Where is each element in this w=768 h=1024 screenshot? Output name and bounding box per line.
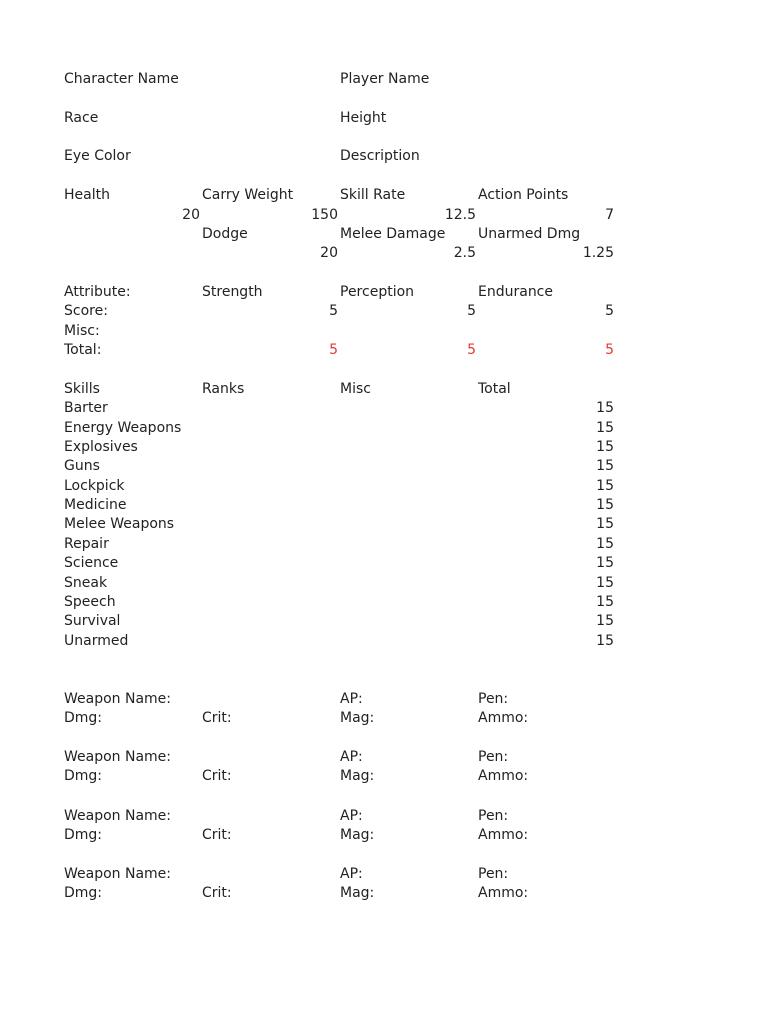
skill-total: 15 bbox=[596, 400, 614, 416]
perception-score: 5 bbox=[467, 303, 476, 319]
weapon-ap-label: AP: bbox=[340, 866, 363, 882]
unarmed-dmg-value: 1.25 bbox=[582, 245, 614, 261]
skill-row bbox=[64, 592, 616, 612]
skill-total: 15 bbox=[596, 458, 614, 474]
attribute-score-row bbox=[64, 301, 616, 321]
weapon-pen-label: Pen: bbox=[478, 749, 509, 765]
strength-total: 5 bbox=[329, 342, 338, 358]
weapon-name-row bbox=[64, 689, 616, 709]
ranks-header: Ranks bbox=[202, 381, 245, 397]
skill-total: 15 bbox=[596, 536, 614, 552]
skill-row bbox=[64, 495, 616, 515]
skill-row bbox=[64, 398, 616, 418]
weapon-stats-row bbox=[64, 708, 616, 728]
strength-score: 5 bbox=[329, 303, 338, 319]
weapon-name-label: Weapon Name: bbox=[64, 691, 172, 707]
weapon-dmg-label: Dmg: bbox=[64, 827, 103, 843]
skills-header: Skills bbox=[64, 381, 100, 397]
weapon-name-label: Weapon Name: bbox=[64, 808, 172, 824]
weapon-stats-row bbox=[64, 825, 616, 845]
score-label: Score: bbox=[64, 303, 108, 319]
combat-stats-labels-row bbox=[64, 224, 616, 244]
strength-label: Strength bbox=[202, 284, 263, 300]
weapon-name-row bbox=[64, 747, 616, 767]
player-name-label: Player Name bbox=[340, 71, 430, 87]
weapon-dmg-label: Dmg: bbox=[64, 768, 103, 784]
action-points-value: 7 bbox=[605, 207, 614, 223]
skill-row bbox=[64, 573, 616, 593]
weapon-ap-label: AP: bbox=[340, 808, 363, 824]
carry-weight-value: 150 bbox=[311, 207, 338, 223]
character-name-label: Character Name bbox=[64, 71, 179, 87]
weapon-mag-label: Mag: bbox=[340, 885, 375, 901]
dodge-label: Dodge bbox=[202, 226, 248, 242]
unarmed-dmg-label: Unarmed Dmg bbox=[478, 226, 581, 242]
skill-row bbox=[64, 631, 616, 651]
derived-stats-values-row bbox=[64, 205, 616, 225]
skill-name: Speech bbox=[64, 594, 116, 610]
weapon-name-label: Weapon Name: bbox=[64, 749, 172, 765]
skill-total: 15 bbox=[596, 555, 614, 571]
skill-row bbox=[64, 418, 616, 438]
weapon-pen-label: Pen: bbox=[478, 691, 509, 707]
skills-header-row bbox=[64, 379, 616, 399]
skill-total: 15 bbox=[596, 439, 614, 455]
weapon-ammo-label: Ammo: bbox=[478, 885, 529, 901]
skill-row bbox=[64, 514, 616, 534]
dodge-value: 20 bbox=[320, 245, 338, 261]
attribute-misc-row bbox=[64, 321, 616, 341]
weapon-ammo-label: Ammo: bbox=[478, 710, 529, 726]
misc-label: Misc: bbox=[64, 323, 100, 339]
skill-total: 15 bbox=[596, 478, 614, 494]
health-value: 20 bbox=[182, 207, 200, 223]
eye-color-row bbox=[64, 146, 616, 166]
skill-rate-value: 12.5 bbox=[444, 207, 476, 223]
skill-row bbox=[64, 553, 616, 573]
skill-total: 15 bbox=[596, 497, 614, 513]
description-label: Description bbox=[340, 148, 420, 164]
endurance-score: 5 bbox=[605, 303, 614, 319]
race-row bbox=[64, 108, 616, 128]
weapon-crit-label: Crit: bbox=[202, 710, 232, 726]
skill-total: 15 bbox=[596, 516, 614, 532]
skill-name: Sneak bbox=[64, 575, 108, 591]
weapon-mag-label: Mag: bbox=[340, 768, 375, 784]
eye-color-label: Eye Color bbox=[64, 148, 131, 164]
melee-damage-label: Melee Damage bbox=[340, 226, 446, 242]
weapon-name-label: Weapon Name: bbox=[64, 866, 172, 882]
weapon-dmg-label: Dmg: bbox=[64, 885, 103, 901]
weapon-pen-label: Pen: bbox=[478, 866, 509, 882]
weapon-stats-row bbox=[64, 883, 616, 903]
character-name-row bbox=[64, 69, 616, 89]
weapon-ammo-label: Ammo: bbox=[478, 768, 529, 784]
total-label: Total: bbox=[64, 342, 102, 358]
skill-rate-label: Skill Rate bbox=[340, 187, 406, 203]
combat-stats-values-row bbox=[64, 243, 616, 263]
skill-name: Barter bbox=[64, 400, 108, 416]
weapon-crit-label: Crit: bbox=[202, 768, 232, 784]
weapon-pen-label: Pen: bbox=[478, 808, 509, 824]
health-label: Health bbox=[64, 187, 110, 203]
carry-weight-label: Carry Weight bbox=[202, 187, 294, 203]
skill-name: Explosives bbox=[64, 439, 138, 455]
skill-name: Energy Weapons bbox=[64, 420, 182, 436]
skill-name: Survival bbox=[64, 613, 121, 629]
skill-name: Repair bbox=[64, 536, 109, 552]
skill-name: Guns bbox=[64, 458, 100, 474]
weapon-mag-label: Mag: bbox=[340, 827, 375, 843]
skill-row bbox=[64, 476, 616, 496]
skill-name: Melee Weapons bbox=[64, 516, 175, 532]
attribute-header-row bbox=[64, 282, 616, 302]
skill-name: Medicine bbox=[64, 497, 127, 513]
misc-header: Misc bbox=[340, 381, 371, 397]
skill-total: 15 bbox=[596, 575, 614, 591]
skill-row bbox=[64, 456, 616, 476]
race-label: Race bbox=[64, 110, 99, 126]
endurance-total: 5 bbox=[605, 342, 614, 358]
weapon-name-row bbox=[64, 864, 616, 884]
weapon-ap-label: AP: bbox=[340, 749, 363, 765]
weapon-crit-label: Crit: bbox=[202, 827, 232, 843]
weapon-stats-row bbox=[64, 766, 616, 786]
perception-total: 5 bbox=[467, 342, 476, 358]
action-points-label: Action Points bbox=[478, 187, 569, 203]
perception-label: Perception bbox=[340, 284, 415, 300]
skill-row bbox=[64, 437, 616, 457]
skill-row bbox=[64, 534, 616, 554]
skill-name: Science bbox=[64, 555, 119, 571]
weapon-dmg-label: Dmg: bbox=[64, 710, 103, 726]
melee-damage-value: 2.5 bbox=[453, 245, 476, 261]
weapon-ap-label: AP: bbox=[340, 691, 363, 707]
skill-total: 15 bbox=[596, 594, 614, 610]
skill-row bbox=[64, 611, 616, 631]
attribute-total-row bbox=[64, 340, 616, 360]
skill-total: 15 bbox=[596, 633, 614, 649]
derived-stats-labels-row bbox=[64, 185, 616, 205]
weapon-ammo-label: Ammo: bbox=[478, 827, 529, 843]
endurance-label: Endurance bbox=[478, 284, 553, 300]
skill-total: 15 bbox=[596, 420, 614, 436]
weapon-mag-label: Mag: bbox=[340, 710, 375, 726]
skill-total: 15 bbox=[596, 613, 614, 629]
skill-name: Unarmed bbox=[64, 633, 129, 649]
total-header: Total bbox=[478, 381, 511, 397]
attribute-label: Attribute: bbox=[64, 284, 131, 300]
skill-name: Lockpick bbox=[64, 478, 125, 494]
weapon-crit-label: Crit: bbox=[202, 885, 232, 901]
height-label: Height bbox=[340, 110, 387, 126]
weapon-name-row bbox=[64, 806, 616, 826]
